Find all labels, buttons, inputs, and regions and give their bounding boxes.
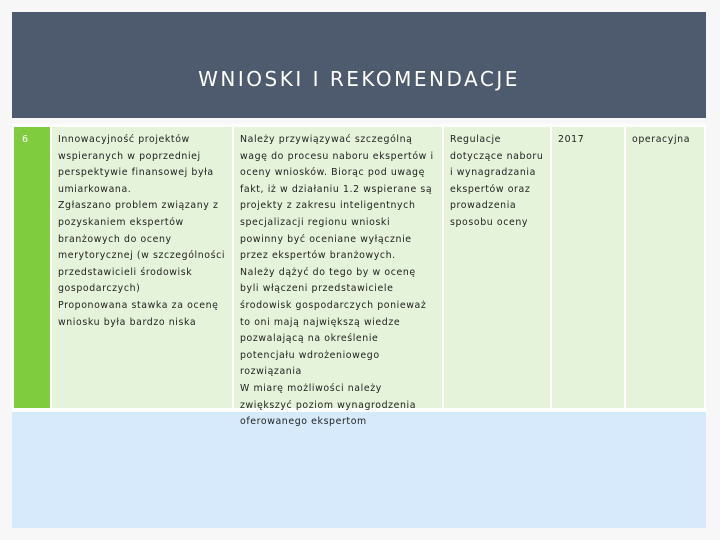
year-text: 2017 xyxy=(558,134,585,145)
recommendation-text: Należy dążyć do tego by w ocenę byli włączeni przedstawiciele środowisk gospodarczych ponieważ to oni mają największą wiedze pozwalającą na określenie potencjału wdrożeniowego rozwiązania xyxy=(240,266,427,378)
recommendations-table xyxy=(12,124,706,428)
slide-header xyxy=(12,12,706,118)
row-number-cell xyxy=(14,127,50,408)
row-number: 6 xyxy=(22,134,29,145)
implementation-cell xyxy=(444,127,550,408)
recommendation-text: Należy przywiązywać szczególną wagę do procesu naboru ekspertów i oceny wniosków. Biorąc pod uwagę fakt, iż w działaniu 1.2 wspierane są projekty z zakresu inteligentnych specjalizacji regionu wnioski powinny być oceniane wyłącznie przez ekspertów branżowych. xyxy=(240,134,434,262)
recommendation-cell xyxy=(234,127,442,428)
type-text: operacyjna xyxy=(632,134,691,145)
year-cell xyxy=(552,127,624,408)
conclusion-text: Proponowana stawka za ocenę wniosku była bardzo niska xyxy=(58,299,219,328)
recommendation-text: W miarę możliwości należy zwiększyć poziom wynagrodzenia oferowanego ekspertom xyxy=(240,382,417,428)
slide-title: WNIOSKI I REKOMENDACJE xyxy=(198,67,520,91)
implementation-text: Regulacje dotyczące naboru i wynagradzania ekspertów oraz prowadzenia sposobu oceny xyxy=(450,134,544,228)
conclusion-text: Zgłaszano problem związany z pozyskaniem ekspertów branżowych do oceny merytorycznej (w szczególności przedstawicieli środowisk gospodarczych) xyxy=(58,200,226,295)
conclusion-cell xyxy=(52,127,232,408)
type-cell xyxy=(626,127,704,408)
conclusion-text: Innowacyjność projektów wspieranych w poprzedniej perspektywie finansowej była umiarkowana. xyxy=(58,134,214,195)
